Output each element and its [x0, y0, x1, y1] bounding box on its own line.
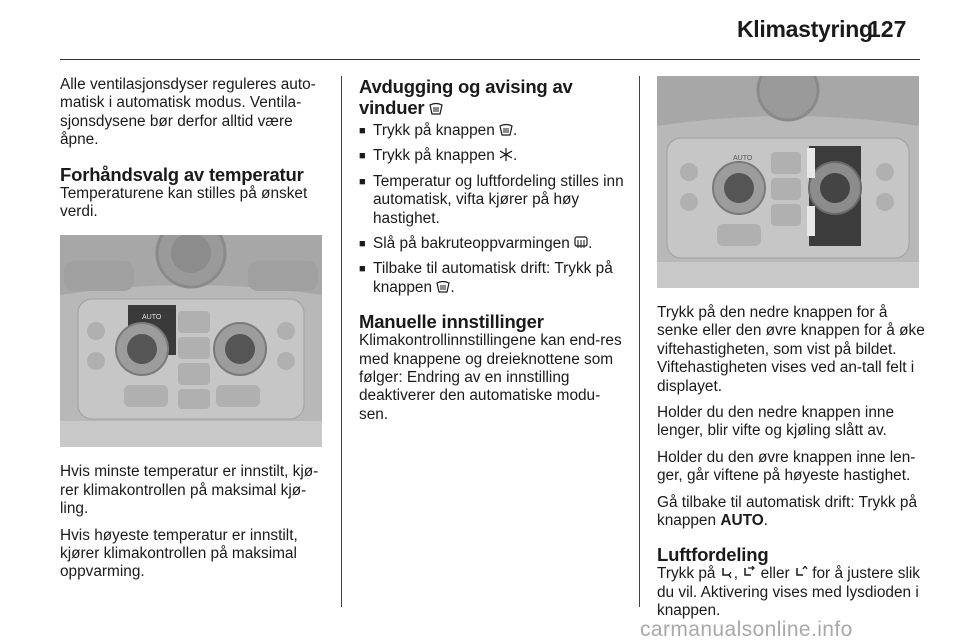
- separator: ,: [733, 565, 738, 583]
- list-item: ■ Trykk på knappen .: [359, 122, 627, 140]
- bullet-text: Trykk på knappen: [373, 122, 495, 139]
- page-header: [0, 0, 960, 62]
- paragraph: Gå tilbake til automatisk drift: Trykk på knappen AUTO.: [657, 493, 918, 530]
- auto-label: AUTO: [733, 155, 753, 162]
- column-divider: [639, 76, 640, 607]
- bullet-list: [359, 122, 627, 297]
- air-windscreen-icon: [794, 566, 808, 579]
- list-item: ■ Slå på bakruteoppvarmingen .: [359, 235, 627, 253]
- section-heading: Manuelle innstillinger: [359, 311, 544, 333]
- bullet-text: Tilbake til automatisk drift: Trykk på knappen: [373, 260, 613, 296]
- paragraph: Hvis minste temperatur er innstilt, kjø-rer klimakontrollen på maksimal kjø-ling.: [60, 463, 319, 518]
- paragraph-text: for å justere slik du vil. Aktivering vises med lysdioden i knappen.: [657, 565, 920, 620]
- header-rule: [60, 59, 920, 60]
- fan-control-photo: [657, 76, 919, 288]
- auto-label: AUTO: [142, 314, 162, 322]
- windscreen-defrost-icon: [499, 123, 513, 136]
- air-face-feet-icon: [742, 566, 756, 579]
- rear-window-heat-icon: [574, 236, 588, 249]
- paragraph-text: Gå tilbake til automatisk drift: Trykk på knappen: [657, 493, 918, 530]
- air-feet-icon: [720, 566, 734, 579]
- paragraph: Klimakontrollinnstillingene kan end-res med knappene og dreieknottene som følger: Endring av en innstilling deaktiverer den automatiske modu-sen.: [359, 332, 622, 423]
- column-2: [359, 76, 627, 432]
- column-1: [60, 76, 328, 590]
- climate-panel-illustration: [60, 235, 322, 447]
- bullet-text: Temperatur og luftfordeling stilles inn automatisk, vifta kjører på høy hastighet.: [373, 172, 624, 227]
- list-item: ■ Tilbake til automatisk drift: Trykk på knappen .: [359, 260, 627, 297]
- paragraph: Hvis høyeste temperatur er innstilt, kjører klimakontrollen på maksimal oppvarming.: [60, 526, 298, 581]
- paragraph: Trykk på den nedre knappen for å senke eller den øvre knappen for å øke viftehastigheten, som vist på bildet. Viftehastigheten vises ved an-tall felt i displayet.: [657, 304, 925, 395]
- paragraph: Holder du den nedre knappen inne lenger, blir vifte og kjøling slått av.: [657, 404, 895, 440]
- section-heading: [359, 76, 627, 118]
- windscreen-defrost-icon: [429, 102, 443, 115]
- list-item: [359, 173, 627, 228]
- paragraph-text: Trykk på: [657, 565, 716, 583]
- header-title: Klimastyring: [737, 16, 873, 42]
- paragraph: [657, 565, 925, 620]
- watermark: carmanualsonline.info: [640, 618, 853, 641]
- paragraph: Alle ventilasjonsdyser reguleres auto-matisk i automatisk modus. Ventila-sjonsdysene bør derfor alltid være åpne.: [60, 76, 316, 149]
- paragraph: Holder du den øvre knappen inne len-ger, går viftene på høyeste hastighet.: [657, 448, 916, 485]
- page-number: 127: [868, 16, 907, 42]
- section-heading: Forhåndsvalg av temperatur: [60, 163, 304, 185]
- bullet-text: Trykk på knappen: [373, 147, 495, 165]
- bullet-text: Slå på bakruteoppvarmingen: [373, 235, 570, 253]
- section-heading: Luftfordeling: [657, 544, 769, 566]
- climate-panel-photo: [60, 235, 322, 447]
- heading-line: vinduer: [359, 97, 425, 118]
- paragraph-text: eller: [760, 565, 790, 583]
- list-item: ■ Trykk på knappen .: [359, 147, 627, 165]
- column-divider: [341, 76, 342, 607]
- snowflake-icon: [499, 148, 513, 161]
- heading-line: Avdugging og avising av: [359, 76, 573, 97]
- windscreen-defrost-icon: [436, 280, 450, 293]
- auto-button-label: AUTO: [720, 512, 764, 530]
- column-3: [657, 76, 925, 629]
- paragraph: Temperaturene kan stilles på ønsket verdi.: [60, 184, 308, 221]
- fan-control-illustration: [657, 76, 919, 288]
